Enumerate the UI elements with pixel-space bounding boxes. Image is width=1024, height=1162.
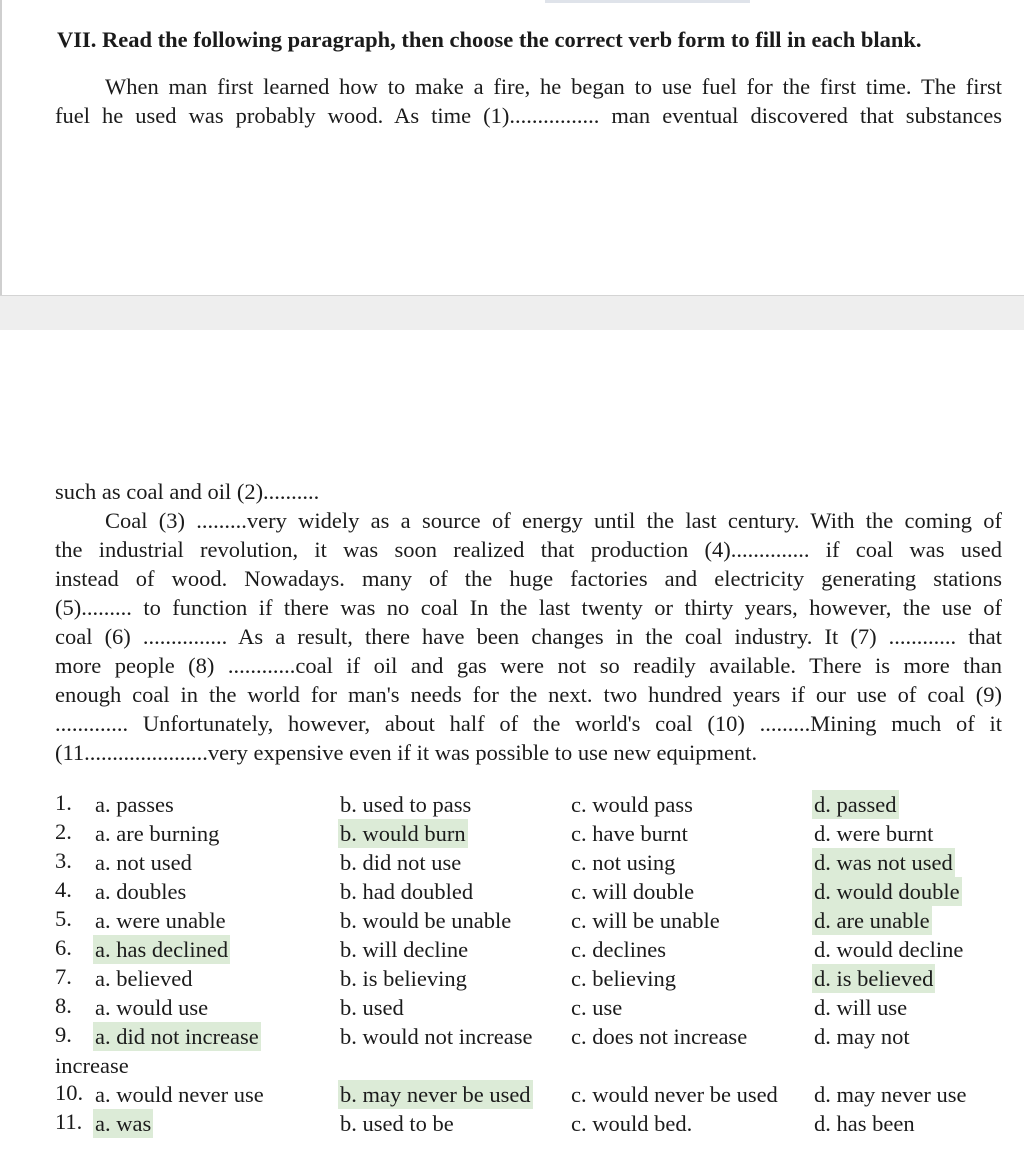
option-b-highlighted: b. would burn — [340, 821, 466, 846]
answer-options — [55, 790, 1015, 1138]
option-c: c. declines — [571, 937, 666, 962]
question-row-6 — [55, 935, 1015, 964]
paragraph-1-line-2: fuel he used was probably wood. As time (1)................ man eventual discovered that substances — [55, 103, 1002, 128]
option-d-highlighted: d. are unable — [814, 908, 930, 933]
top-tab — [545, 0, 750, 3]
option-a: a. would never use — [95, 1082, 264, 1107]
page-break-gap — [0, 295, 1024, 331]
option-c: c. have burnt — [571, 821, 688, 846]
option-b: b. would not increase — [340, 1024, 533, 1049]
paragraph-3-line-5: coal (6) ............... As a result, there have been changes in the coal industry. It (7) ............ that — [55, 624, 1002, 649]
option-d-highlighted: d. is believed — [814, 966, 934, 991]
question-number: 6. — [55, 935, 72, 960]
option-a-highlighted: a. has declined — [95, 937, 229, 962]
paragraph-3-line-7: enough coal in the world for man's needs for the next. two hundred years if our use of coal (9) — [55, 682, 1002, 707]
option-c: c. does not increase — [571, 1024, 748, 1049]
option-b: b. had doubled — [340, 879, 474, 904]
question-number: 3. — [55, 848, 72, 873]
question-number: 2. — [55, 819, 72, 844]
option-d: d. were burnt — [814, 821, 934, 846]
option-b: b. did not use — [340, 850, 462, 875]
option-d-highlighted: d. was not used — [814, 850, 953, 875]
question-row-9 — [55, 1022, 1015, 1080]
question-number: 4. — [55, 877, 72, 902]
option-a: a. are burning — [95, 821, 220, 846]
option-wrap-text: increase — [55, 1053, 129, 1078]
option-c: c. will be unable — [571, 908, 720, 933]
question-number: 5. — [55, 906, 72, 931]
option-a-highlighted: a. did not increase — [95, 1024, 259, 1049]
option-d-highlighted: d. passed — [814, 792, 897, 817]
option-c: c. would pass — [571, 792, 693, 817]
option-a: a. were unable — [95, 908, 226, 933]
option-d: d. would decline — [814, 937, 964, 962]
option-b: b. used to pass — [340, 792, 472, 817]
question-row-11 — [55, 1109, 1015, 1138]
option-b: b. would be unable — [340, 908, 512, 933]
option-b: b. is believing — [340, 966, 467, 991]
question-row-1 — [55, 790, 1015, 819]
question-row-2 — [55, 819, 1015, 848]
paragraph-3-line-8: ............. Unfortunately, however, about half of the world's coal (10) .........Mining much of it — [55, 711, 1002, 736]
question-number: 9. — [55, 1022, 72, 1047]
exercise-heading: VII. Read the following paragraph, then choose the correct verb form to fill in each blank. — [57, 27, 922, 52]
option-c: c. not using — [571, 850, 676, 875]
question-number: 11. — [55, 1109, 83, 1134]
option-d: d. has been — [814, 1111, 915, 1136]
option-c: c. use — [571, 995, 623, 1020]
question-row-5 — [55, 906, 1015, 935]
option-a: a. not used — [95, 850, 192, 875]
option-a-highlighted: a. was — [95, 1111, 152, 1136]
option-b-highlighted: b. may never be used — [340, 1082, 531, 1107]
option-b: b. will decline — [340, 937, 469, 962]
paragraph-1-line-1: When man first learned how to make a fire, he began to use fuel for the first time. The first — [105, 74, 1002, 99]
option-b: b. used to be — [340, 1111, 454, 1136]
option-d: d. will use — [814, 995, 908, 1020]
option-d: d. may not — [814, 1024, 910, 1049]
paragraph-3-line-2: the industrial revolution, it was soon realized that production (4).............. if coal was used — [55, 537, 1002, 562]
option-a: a. would use — [95, 995, 209, 1020]
paragraph-3-line-1: Coal (3) .........very widely as a source of energy until the last century. With the coming of — [105, 508, 1002, 533]
question-row-3 — [55, 848, 1015, 877]
paragraph-3-line-4: (5)......... to function if there was no coal In the last twenty or thirty years, however, the use of — [55, 595, 1002, 620]
question-number: 8. — [55, 993, 72, 1018]
paragraph-3-line-6: more people (8) ............coal if oil and gas were not so readily available. There is more than — [55, 653, 1002, 678]
paragraph-2-line-0: such as coal and oil (2).......... — [55, 479, 320, 504]
question-row-8 — [55, 993, 1015, 1022]
question-number: 10. — [55, 1080, 84, 1105]
question-row-10 — [55, 1080, 1015, 1109]
option-a: a. passes — [95, 792, 174, 817]
option-c: c. would never be used — [571, 1082, 778, 1107]
option-b: b. used — [340, 995, 404, 1020]
option-c: c. believing — [571, 966, 676, 991]
option-d: d. may never use — [814, 1082, 967, 1107]
question-number: 7. — [55, 964, 72, 989]
question-row-4 — [55, 877, 1015, 906]
paragraph-3-line-3: instead of wood. Nowadays. many of the huge factories and electricity generating stations — [55, 566, 1002, 591]
question-number: 1. — [55, 790, 72, 815]
paragraph-3-line-9: (11......................very expensive even if it was possible to use new equipment. — [55, 740, 758, 765]
option-a: a. believed — [95, 966, 193, 991]
option-a: a. doubles — [95, 879, 187, 904]
question-row-7 — [55, 964, 1015, 993]
page-edge — [0, 0, 2, 295]
option-d-highlighted: d. would double — [814, 879, 960, 904]
option-c: c. will double — [571, 879, 695, 904]
option-c: c. would bed. — [571, 1111, 693, 1136]
